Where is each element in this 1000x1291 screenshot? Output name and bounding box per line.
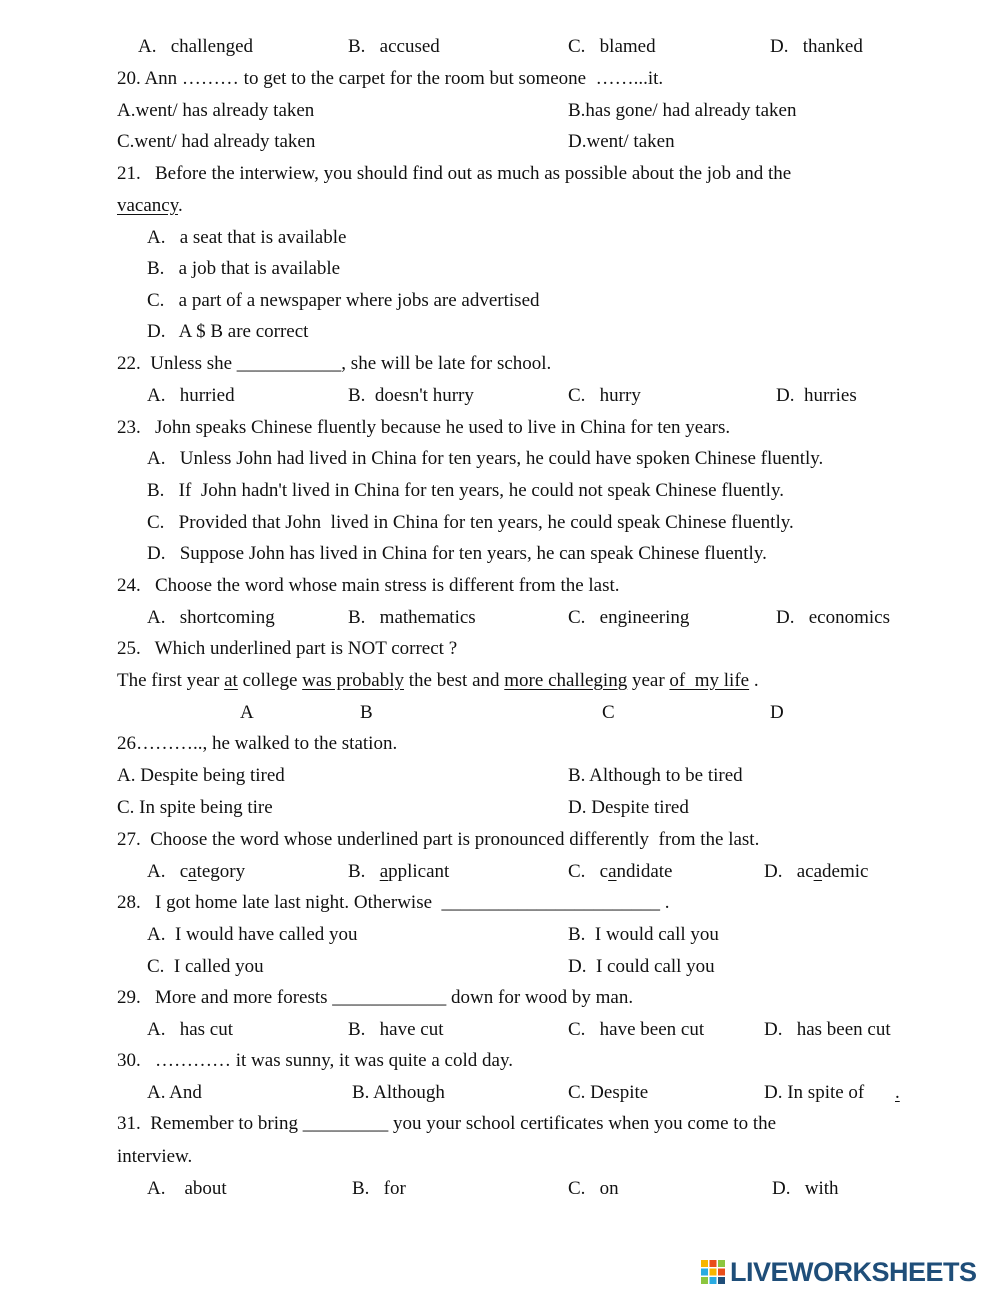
- q25-part-a: at: [224, 670, 238, 691]
- q24-option-c[interactable]: C. engineering: [568, 607, 690, 628]
- q31-stem-post: you your school certificates when you come to the: [388, 1113, 777, 1134]
- q27-c-suffix: ndidate: [616, 861, 673, 882]
- q19-option-b[interactable]: B. accused: [348, 36, 440, 57]
- q27-c-prefix: C. c: [568, 861, 609, 882]
- q23-option-a[interactable]: A. Unless John had lived in China for ten years, he could have spoken Chinese fluently.: [147, 448, 824, 469]
- q22-option-a[interactable]: A. hurried: [147, 385, 235, 406]
- liveworksheets-logo: [700, 1254, 977, 1290]
- q26-option-a[interactable]: A. Despite being tired: [117, 765, 285, 786]
- q28-option-b[interactable]: B. I would call you: [568, 924, 719, 945]
- q26-option-c[interactable]: C. In spite being tire: [117, 797, 273, 818]
- q31-blank: _________: [302, 1113, 389, 1134]
- q27-option-a[interactable]: [147, 860, 245, 884]
- q22-stem: 22. Unless she ___________, she will be late for school.: [117, 353, 552, 374]
- q25-part-c: more challeging: [504, 670, 628, 691]
- q25-text-4: year: [627, 670, 670, 691]
- q27-d-prefix: D. ac: [764, 861, 814, 882]
- q20-option-b[interactable]: B.has gone/ had already taken: [568, 100, 797, 121]
- q27-option-d[interactable]: [764, 860, 868, 884]
- q23-option-b[interactable]: B. If John hadn't lived in China for ten years, he could not speak Chinese fluently.: [147, 480, 784, 501]
- q31-option-c[interactable]: C. on: [568, 1178, 619, 1199]
- q25-sentence: [117, 669, 759, 693]
- q22-option-b[interactable]: B. doesn't hurry: [348, 385, 474, 406]
- q31-option-a[interactable]: A. about: [147, 1178, 227, 1199]
- q26-stem: 26……….., he walked to the station.: [117, 733, 398, 754]
- q31-option-b[interactable]: B. for: [352, 1178, 406, 1199]
- q25-part-b: was probably: [302, 670, 405, 691]
- q25-text-2: college: [237, 670, 303, 691]
- q27-a-prefix: A. c: [147, 861, 189, 882]
- q29-option-b[interactable]: B. have cut: [348, 1019, 444, 1040]
- q19-option-a[interactable]: A. challenged: [138, 36, 254, 57]
- q21-stem-line2: [117, 194, 183, 218]
- q25-label-d[interactable]: D: [770, 702, 784, 723]
- q27-d-suffix: demic: [822, 861, 869, 882]
- q21-option-d[interactable]: D. A $ B are correct: [147, 321, 309, 342]
- q28-option-c[interactable]: C. I called you: [147, 956, 264, 977]
- q27-b-underlined: a: [379, 861, 389, 882]
- q27-option-b[interactable]: [348, 860, 449, 884]
- q26-option-b[interactable]: B. Although to be tired: [568, 765, 743, 786]
- q25-text-1: The first year: [117, 670, 225, 691]
- q25-label-b[interactable]: B: [360, 702, 373, 723]
- q25-label-a[interactable]: A: [240, 702, 254, 723]
- q25-text-3: the best and: [404, 670, 505, 691]
- q21-option-b[interactable]: B. a job that is available: [147, 258, 341, 279]
- q30-stem: 30. ………… it was sunny, it was quite a cold day.: [117, 1050, 513, 1071]
- q27-c-underlined: a: [608, 861, 617, 882]
- q27-b-suffix: pplicant: [388, 861, 450, 882]
- q28-option-a[interactable]: A. I would have called you: [147, 924, 358, 945]
- q24-option-a[interactable]: A. shortcoming: [147, 607, 275, 628]
- q22-option-d[interactable]: D. hurries: [776, 385, 857, 406]
- q31-stem-pre: 31. Remember to bring: [117, 1113, 303, 1134]
- q23-stem: 23. John speaks Chinese fluently because he used to live in China for ten years.: [117, 417, 731, 438]
- q30-option-d[interactable]: D. In spite of: [764, 1082, 865, 1103]
- q27-a-suffix: tegory: [196, 861, 246, 882]
- q30-option-b[interactable]: B. Although: [352, 1082, 445, 1103]
- liveworksheets-wordmark: LIVEWORKSHEETS: [730, 1256, 977, 1287]
- q24-stem: 24. Choose the word whose main stress is different from the last.: [117, 575, 620, 596]
- q21-underlined-word: vacancy: [117, 195, 178, 216]
- q21-option-c[interactable]: C. a part of a newspaper where jobs are advertised: [147, 290, 540, 311]
- q31-stem: [117, 1112, 776, 1136]
- q31-option-d[interactable]: D. with: [772, 1178, 839, 1199]
- q20-option-a[interactable]: A.went/ has already taken: [117, 100, 315, 121]
- q29-option-d[interactable]: D. has been cut: [764, 1019, 891, 1040]
- q22-option-c[interactable]: C. hurry: [568, 385, 641, 406]
- q30-stray-mark: .: [895, 1082, 900, 1103]
- q25-label-c[interactable]: C: [602, 702, 615, 723]
- q24-option-d[interactable]: D. economics: [776, 607, 890, 628]
- q27-d-underlined: a: [813, 861, 823, 882]
- q23-option-d[interactable]: D. Suppose John has lived in China for ten years, he can speak Chinese fluently.: [147, 543, 767, 564]
- q27-stem: 27. Choose the word whose underlined part is pronounced differently from the last.: [117, 829, 760, 850]
- q21-stem: 21. Before the interwiew, you should find out as much as possible about the job and the: [117, 163, 792, 184]
- q28-stem: 28. I got home late last night. Otherwise _______________________ .: [117, 892, 670, 913]
- q20-stem: 20. Ann ……… to get to the carpet for the room but someone ……...it.: [117, 68, 664, 89]
- liveworksheets-logo-icon: [700, 1259, 726, 1285]
- q25-part-d: of my life: [669, 670, 750, 691]
- q29-option-c[interactable]: C. have been cut: [568, 1019, 705, 1040]
- q19-option-d[interactable]: D. thanked: [770, 36, 863, 57]
- q20-option-d[interactable]: D.went/ taken: [568, 131, 675, 152]
- q23-option-c[interactable]: C. Provided that John lived in China for ten years, he could speak Chinese fluently.: [147, 512, 794, 533]
- q25-stem: 25. Which underlined part is NOT correct ?: [117, 638, 458, 659]
- q31-stem-line2: interview.: [117, 1146, 193, 1167]
- q27-b-prefix: B.: [348, 861, 380, 882]
- q19-option-c[interactable]: C. blamed: [568, 36, 656, 57]
- q25-text-5: .: [749, 670, 759, 691]
- q21-stem-end: .: [178, 195, 183, 216]
- q29-option-a[interactable]: A. has cut: [147, 1019, 234, 1040]
- q21-option-a[interactable]: A. a seat that is available: [147, 227, 347, 248]
- q28-option-d[interactable]: D. I could call you: [568, 956, 715, 977]
- q20-option-c[interactable]: C.went/ had already taken: [117, 131, 316, 152]
- q27-option-c[interactable]: [568, 860, 672, 884]
- q30-option-c[interactable]: C. Despite: [568, 1082, 649, 1103]
- q29-stem: 29. More and more forests ____________ down for wood by man.: [117, 987, 634, 1008]
- q30-option-a[interactable]: A. And: [147, 1082, 202, 1103]
- q26-option-d[interactable]: D. Despite tired: [568, 797, 689, 818]
- q24-option-b[interactable]: B. mathematics: [348, 607, 476, 628]
- q27-a-underlined: a: [188, 861, 197, 882]
